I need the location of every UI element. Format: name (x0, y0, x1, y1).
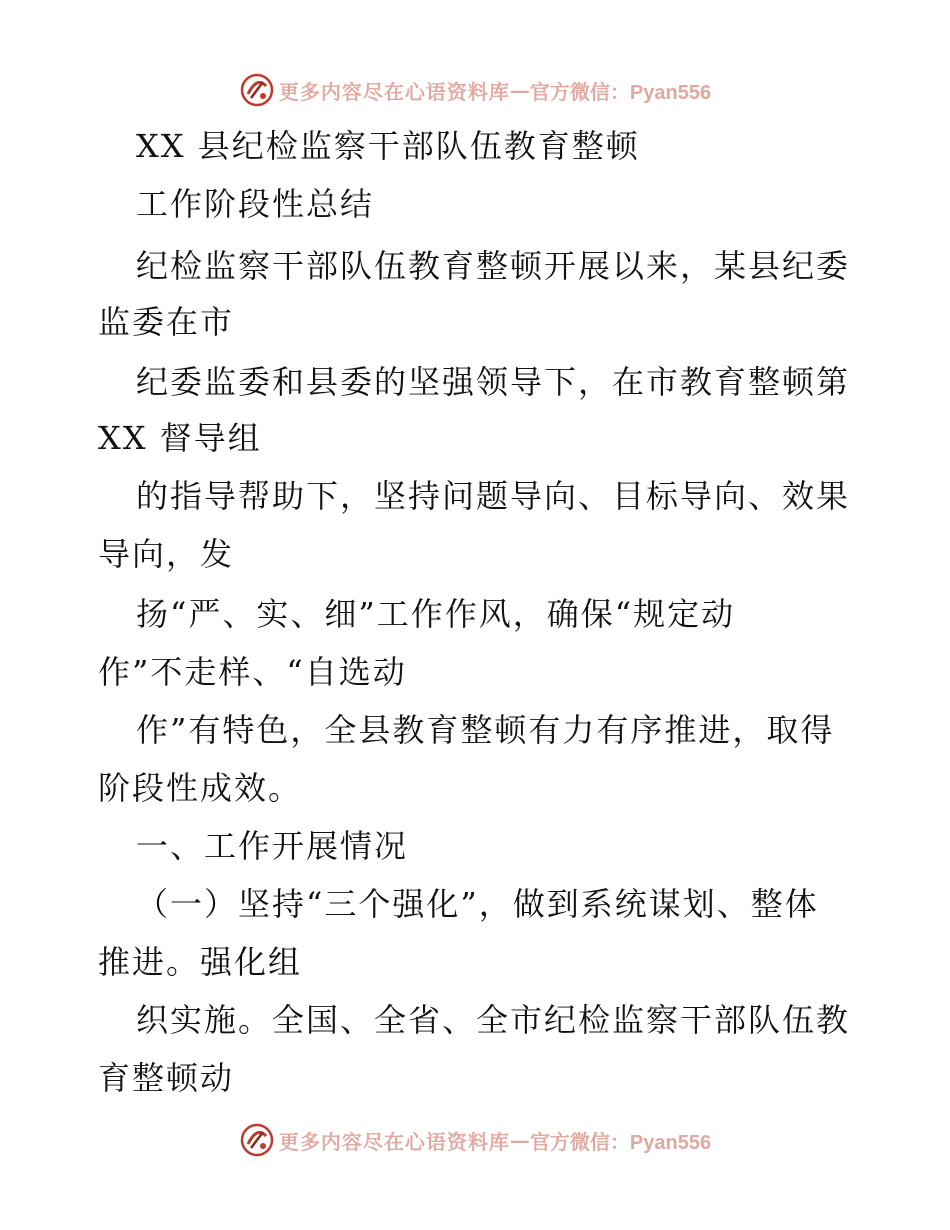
section-heading: 一、工作开展情况 (136, 827, 409, 865)
body-line: 纪检监察干部队伍教育整顿开展以来，某县纪委 (136, 247, 851, 285)
body-line: 监委在市 (98, 303, 235, 341)
body-line: 作”有特色，全县教育整顿有力有序推进，取得 (136, 711, 835, 749)
body-line: 织实施。全国、全省、全市纪检监察干部队伍教 (136, 1001, 851, 1039)
document-subtitle: 工作阶段性总结 (136, 185, 375, 223)
watermark-text: 更多内容尽在心语资料库 (278, 79, 510, 104)
watermark-header (0, 70, 950, 110)
body-line: 阶段性成效。 (98, 769, 303, 807)
watermark-contact: 官方微信：Pyan556 (529, 1131, 712, 1154)
body-line: 导向，发 (98, 535, 235, 573)
body-line: 作”不走样、“自选动 (98, 653, 407, 691)
watermark-separator: — (509, 1128, 530, 1152)
seal-logo-icon (239, 1122, 275, 1158)
seal-logo-icon (239, 72, 275, 108)
watermark-contact: 官方微信：Pyan556 (529, 81, 712, 104)
watermark-text: 更多内容尽在心语资料库 (278, 1129, 510, 1154)
body-line: XX 督导组 (98, 419, 262, 457)
body-line: 纪委监委和县委的坚强领导下，在市教育整顿第 (136, 363, 851, 401)
watermark-footer (0, 1120, 950, 1160)
body-line: 育整顿动 (98, 1059, 235, 1097)
body-line: 的指导帮助下，坚持问题导向、目标导向、效果 (136, 477, 851, 515)
watermark-separator: — (509, 78, 530, 102)
body-line: 推进。强化组 (98, 943, 303, 981)
body-line: 扬“严、实、细”工作作风，确保“规定动 (136, 595, 736, 633)
subsection-heading: （一）坚持“三个强化”，做到系统谋划、整体 (136, 885, 819, 923)
document-title: XX 县纪检监察干部队伍教育整顿 (136, 127, 640, 165)
